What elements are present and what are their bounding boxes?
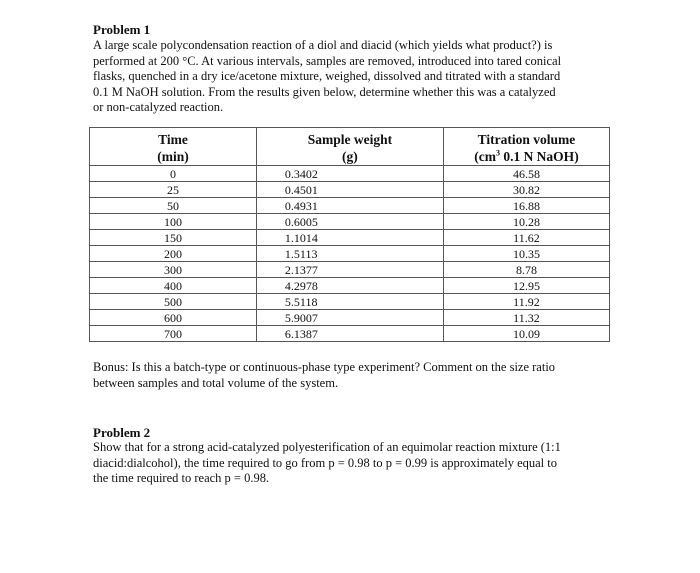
problem-2-line: diacid:dialcohol), the time required to go from p = 0.98 to p = 0.99 is approximately equal to [93, 455, 557, 470]
problem-1-line: A large scale polycondensation reaction of a diol and diacid (which yields what product?) is [93, 38, 553, 52]
weight-cell: 0.4931 [256, 198, 443, 214]
weight-cell: 6.1387 [256, 326, 443, 342]
titration-cell: 10.35 [443, 246, 609, 262]
header-time-line-1: Time [158, 132, 188, 147]
titration-cell: 8.78 [443, 262, 609, 278]
problem-1-title: Problem 1 [93, 22, 151, 37]
time-cell: 200 [90, 246, 257, 262]
problem-2-title: Problem 2 [93, 425, 151, 440]
table-row [90, 246, 610, 262]
weight-cell: 5.9007 [256, 310, 443, 326]
weight-cell: 1.5113 [256, 246, 443, 262]
time-cell: 400 [90, 278, 257, 294]
titration-cell: 11.62 [443, 230, 609, 246]
header-titration-volume [443, 128, 609, 166]
problem-1-text [93, 38, 613, 116]
weight-cell: 1.1014 [256, 230, 443, 246]
titration-cell: 46.58 [443, 166, 609, 182]
time-cell: 0 [90, 166, 257, 182]
problem-2-line: the time required to reach p = 0.98. [93, 471, 270, 486]
bonus-line: between samples and total volume of the system. [93, 375, 339, 390]
header-titration-post: 0.1 N NaOH) [499, 149, 579, 164]
problem-1-line: 0.1 M NaOH solution. From the results given below, determine whether this was a catalyzed [93, 84, 556, 99]
table-row [90, 294, 610, 310]
time-cell: 50 [90, 198, 257, 214]
weight-cell: 5.5118 [256, 294, 443, 310]
titration-cell: 11.92 [443, 294, 609, 310]
bonus-text [93, 360, 613, 391]
time-cell: 600 [90, 310, 257, 326]
header-titration-line-1: Titration volume [477, 132, 576, 147]
table-row [90, 230, 610, 246]
table-row [90, 198, 610, 214]
titration-cell: 11.32 [443, 310, 609, 326]
weight-cell: 0.6005 [256, 214, 443, 230]
header-titration-sup: 3 [495, 148, 500, 158]
table-row [90, 326, 610, 342]
time-cell: 100 [90, 214, 257, 230]
header-time [90, 128, 257, 166]
time-cell: 700 [90, 326, 257, 342]
problem-2-text [93, 440, 613, 487]
problem-2-line: Show that for a strong acid-catalyzed polyesterification of an equimolar reaction mixture (1:1 [93, 440, 561, 454]
results-table [89, 127, 610, 342]
table-row [90, 278, 610, 294]
time-cell: 300 [90, 262, 257, 278]
table-header-row [90, 128, 610, 166]
problem-1-line: or non-catalyzed reaction. [93, 100, 224, 115]
weight-cell: 0.3402 [256, 166, 443, 182]
table-row [90, 182, 610, 198]
table-row [90, 262, 610, 278]
titration-cell: 12.95 [443, 278, 609, 294]
time-cell: 150 [90, 230, 257, 246]
weight-cell: 4.2978 [256, 278, 443, 294]
header-sample-weight [256, 128, 443, 166]
weight-cell: 2.1377 [256, 262, 443, 278]
problem-1-line: flasks, quenched in a dry ice/acetone mixture, weighed, dissolved and titrated with a standard [93, 69, 561, 84]
header-weight-line-2: (g) [342, 149, 358, 164]
time-cell: 500 [90, 294, 257, 310]
table-row [90, 214, 610, 230]
header-weight-line-1: Sample weight [307, 132, 393, 147]
titration-cell: 10.28 [443, 214, 609, 230]
weight-cell: 0.4501 [256, 182, 443, 198]
titration-cell: 16.88 [443, 198, 609, 214]
titration-cell: 10.09 [443, 326, 609, 342]
time-cell: 25 [90, 182, 257, 198]
header-titration-line-2 [444, 148, 609, 165]
table-row [90, 310, 610, 326]
titration-cell: 30.82 [443, 182, 609, 198]
problem-1-line: performed at 200 °C. At various intervals, samples are removed, introduced into tared conical [93, 53, 562, 68]
header-titration-pre: (cm [474, 149, 496, 164]
header-time-line-2: (min) [157, 149, 189, 164]
bonus-line: Bonus: Is this a batch-type or continuous-phase type experiment? Comment on the size ratio [93, 360, 556, 374]
table-row [90, 166, 610, 182]
